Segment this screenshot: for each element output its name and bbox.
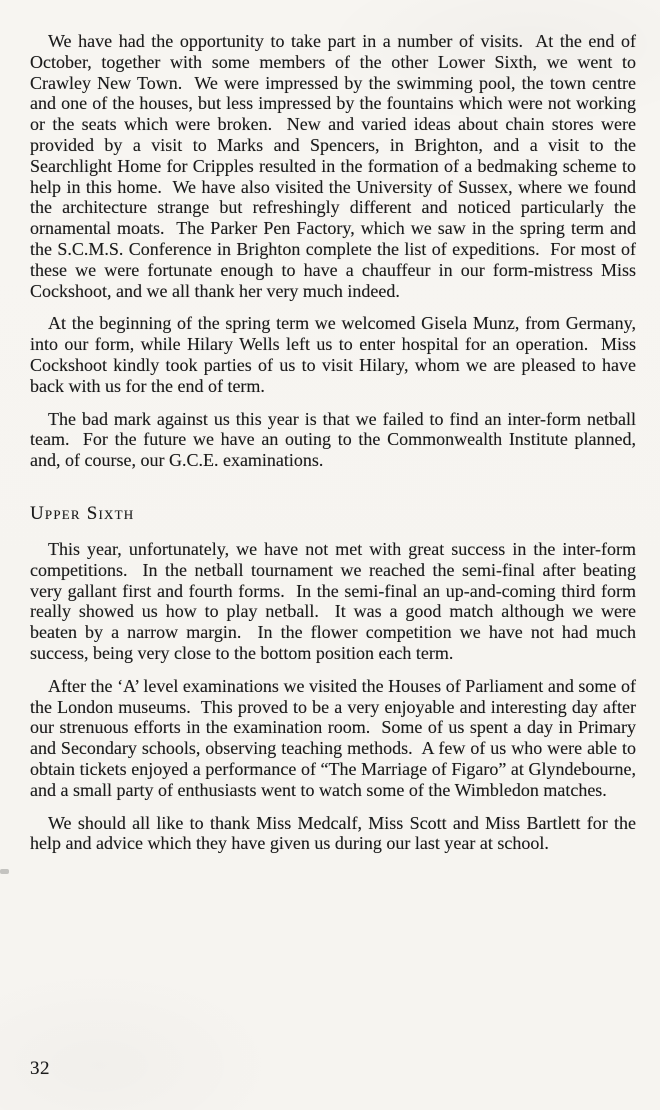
paragraph-a-level-outings: After the ‘A’ level examinations we visited the Houses of Parliament and some of the London museums. This proved to be a very enjoyable and interesting day after our strenuous efforts in the examination room. Some of us spent a day in Primary and Secondary schools, observing teaching methods. A few of us who were able to obtain tickets enjoyed a performance of “The Marriage of Figaro” at Glyndebourne, and a small party of enthusiasts went to watch some of the Wimbledon matches. xyxy=(30,675,641,800)
paragraph-netball-gce: The bad mark against us this year is that we failed to find an inter-form netball team. For the future we have an outing to the Commonwealth Institute planned, and, of course, our G.C.E. examinations. xyxy=(30,408,641,471)
paragraph-competitions: This year, unfortunately, we have not met with great success in the inter-form competitions. In the netball tournament we reached the semi-final after beating very gallant first and fourth forms. In the semi-final an up-and-coming third form really showed us how to play netball. It was a good match although we were beaten by a narrow margin. In the flower competition we have not had much success, being very close to the bottom position each term. xyxy=(30,538,641,663)
lower-sixth-section xyxy=(30,31,641,471)
paragraph-spring-term: At the beginning of the spring term we welcomed Gisela Munz, from Germany, into our form, while Hilary Wells left us to enter hospital for an operation. Miss Cockshoot kindly took parties of us to visit Hilary, whom we are pleased to have back with us for the end of term. xyxy=(30,313,641,396)
paragraph-visits: We have had the opportunity to take part in a number of visits. At the end of October, together with some members of the other Lower Sixth, we went to Crawley New Town. We were impressed by the swimming pool, the town centre and one of the houses, but less impressed by the fountains which were not working or the seats which were broken. New and varied ideas about chain stores were provided by a visit to Marks and Spencers, in Brighton, and a visit to the Searchlight Home for Cripples resulted in the formation of a bedmaking scheme to help in this home. We have also visited the University of Sussex, where we found the architecture strange but refreshingly different and noticed particularly the ornamental moats. The Parker Pen Factory, which we saw in the spring term and the S.C.M.S. Conference in Brighton complete the list of expeditions. For most of these we were fortunate enough to have a chauffeur in our form-mistress Miss Cockshoot, and we all thank her very much indeed. xyxy=(30,31,641,301)
scan-artifact xyxy=(0,869,9,874)
page-number: 32 xyxy=(30,1058,50,1079)
text-block xyxy=(30,31,641,866)
upper-sixth-section xyxy=(30,502,641,854)
section-heading-upper-sixth: Upper Sixth xyxy=(30,502,135,524)
paragraph-thanks: We should all like to thank Miss Medcalf, Miss Scott and Miss Bartlett for the help and advice which they have given us during our last year at school. xyxy=(30,812,641,854)
